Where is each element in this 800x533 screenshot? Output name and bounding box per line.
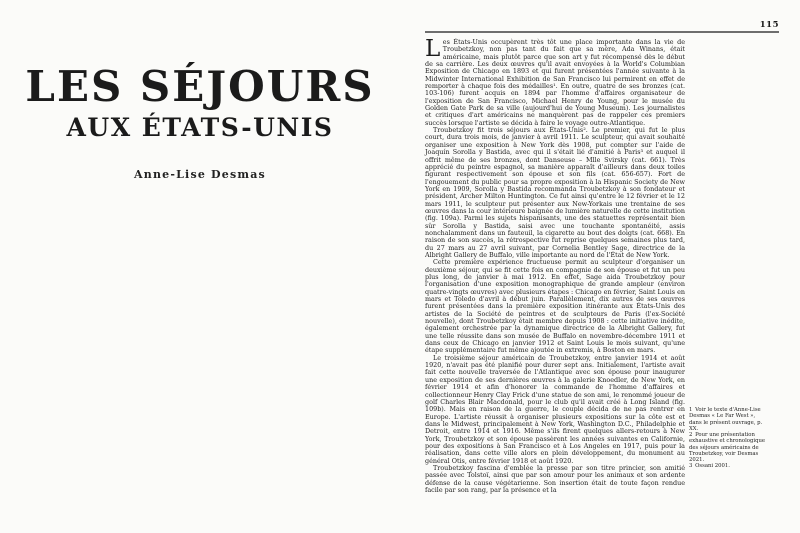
footnote-text: Ossani 2001.	[695, 463, 730, 470]
paragraph: Le troisième séjour américain de Troubetzkoy, entre janvier 1914 et août 1920, n'avait pas été planifié pour durer sept ans. Initialement, l'artiste avait fait cette nouvelle traversée de l'Atlantique avec son épouse pour inaugurer une exposition de ses dernières œuvres à la galerie Knoedler, de New York, en février 1914 et afin d'honorer la commande de l'homme d'affaires et collectionneur Henry Clay Frick d'une statue de son ami, le renommé joueur de golf Charles Blair Macdonald, pour le club qu'il avait créé à Long Island (fig. 109b). Mais en raison de la guerre, le couple décida de ne pas rentrer en Europe. L'artiste réussit à organiser plusieurs expositions sur la côte est et dans le Midwest, principalement à New York, Washington D.C., Philadelphie et Detroit, entre 1914 et 1916. Même s'ils firent quelques allers-retours à New York, Troubetzkoy et son épouse passèrent les années suivantes en Californie, pour des expositions à San Francisco et à Los Angeles en 1917, puis pour la réalisation, dans cette ville alors en plein développement, du monument au général Otis, entre février 1918 et août 1920.	[425, 353, 685, 465]
author-name: Anne-Lise Desmas	[134, 168, 266, 181]
footnote-number: 3	[689, 463, 695, 470]
footnote-text: Voir le texte d'Anne-Lise Desmas « Le Far West », dans le présent ouvrage, p. XX.	[689, 407, 763, 432]
right-page	[400, 0, 800, 533]
paragraph: Cette première expérience fructueuse permit au sculpteur d'organiser un deuxième séjour, qui se fit cette fois en compagnie de son épouse et fut un peu plus long, de janvier à mai 1912. En effet, Sage aida Troubetzkoy pour l'organisation d'une exposition monographique de grande ampleur (environ quatre-vingts œuvres) avec plusieurs étapes : Chicago en février, Saint Louis en mars et Toledo d'avril à début juin. Parallèlement, dix autres de ses œuvres furent présentées dans la première exposition itinérante aux États-Unis des artistes de la Société de peintres et de sculpteurs de Paris (l'ex-Société nouvelle), dont Troubetzkoy était membre depuis 1908 : cette initiative inédite, également orchestrée par la dynamique directrice de la Albright Gallery, fut une telle réussite dans son musée de Buffalo en novembre-décembre 1911 et dans ceux de Chicago en janvier 1912 et Saint Louis le mois suivant, qu'une étape supplémentaire fut même ajoutée in extremis, à Boston en mars.	[425, 258, 685, 355]
drop-cap: L	[425, 36, 441, 62]
footnote-number: 2	[689, 432, 695, 438]
article-text	[425, 36, 685, 494]
page-number: 115	[759, 20, 779, 30]
footnote	[689, 432, 769, 463]
chapter-subtitle: AUX ÉTATS-UNIS	[66, 113, 334, 142]
footnotes	[689, 407, 769, 470]
chapter-title: LES SÉJOURS	[25, 62, 375, 111]
footnote	[689, 407, 769, 432]
paragraph: Troubetzkoy fascina d'emblée la presse par son titre princier, son amitié passée avec Tolstoï, ainsi que par son amour pour les animaux et son ardente défense de la cause végétarienne. Son insertion était de toute façon rendue facile par son rang, par la présence et la	[425, 463, 685, 494]
chapter-title-block	[0, 64, 400, 181]
footnote	[689, 463, 769, 469]
paragraph-text: es États-Unis occupèrent très tôt une place importante dans la vie de Troubetzkoy, non pas tant du fait que sa mère, Ada Winans, était américaine, mais plutôt parce que son art y fut récompensé dès le début de sa carrière. Les deux œuvres qu'il avait envoyées à la World's Columbian Exposition de Chicago en 1893 et qui furent présentées l'année suivante à la Midwinter International Exhibition de San Francisco lui permirent en effet de remporter à chaque fois des médailles¹. En outre, quatre de ses bronzes (cat. 103-106) furent acquis en 1894 par l'homme d'affaires organisateur de l'exposition de San Francisco, Michael Henry de Young, pour le musée du Golden Gate Park de sa ville (aujourd'hui de Young Museum). Les journalistes et critiques d'art américains ne manquèrent pas de rappeler ces premiers succès lorsque l'artiste se décida à faire le voyage outre-Atlantique.	[425, 38, 685, 127]
paragraph: Troubetzkoy fit trois séjours aux États-Unis². Le premier, qui fut le plus court, dura trois mois, de janvier à avril 1911. Le sculpteur, qui avait souhaité organiser une exposition à New York dès 1908, put compter sur l'aide de Joaquín Sorolla y Bastida, avec qui il s'était lié d'amitié à Paris³ et auquel il offrit même de ses bronzes, dont Danseuse – Mlle Svirsky (cat. 661). Très apprécié du peintre espagnol, sa manière apparaît d'ailleurs dans deux toiles figurant respectivement son épouse et son fils (cat. 656-657). Fort de l'engouement du public pour sa propre exposition à la Hispanic Society de New York en 1909, Sorolla y Bastida recommanda Troubetzkoy à son fondateur et président, Archer Milton Huntington. Ce fut ainsi qu'entre le 12 février et le 12 mars 1911, le sculpteur put présenter aux New-Yorkais une trentaine de ses œuvres dans la cour intérieure baignée de lumière naturelle de cette institution (fig. 109a). Parmi les sujets hispanisants, une des statuettes représentait bien sûr Sorolla y Bastida, saisi avec une touchante spontanéité, assis nonchalamment dans un fauteuil, la cigarette au bout des doigts (cat. 668). En raison de son succès, la rétrospective fut reprise quelques semaines plus tard, du 27 mars au 27 avril suivant, par Cornelia Bentley Sage, directrice de la Albright Gallery de Buffalo, ville importante au nord de l'État de New York.	[425, 126, 685, 259]
footnote-number: 1	[689, 407, 695, 413]
header-rule	[425, 31, 779, 33]
paragraph	[425, 36, 685, 127]
footnote-text: Pour une présentation exhaustive et chronologique des séjours américains de Troubetzkoy, voir Desmas 2021.	[689, 432, 766, 463]
